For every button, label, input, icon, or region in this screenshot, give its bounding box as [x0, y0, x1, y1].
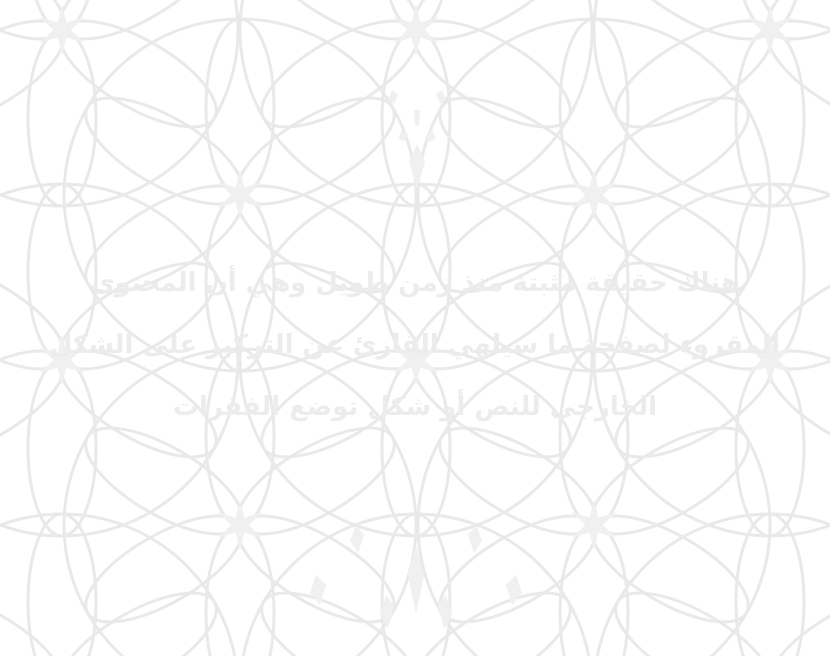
paragraph-line-2: المقروء لصفحة ما سيلهي القارئ عن التركيز على الشكل [49, 330, 781, 360]
paragraph-line-1: هناك حقيقة مثبتة منذ زمن طويل وهي أن المحتوى [90, 268, 740, 298]
paragraph-line-3: الخارجي للنص أو شكل توضع الفقرات [172, 392, 658, 422]
top-ornament [362, 70, 472, 200]
bottom-ornament [296, 505, 536, 656]
arabic-paragraph [40, 252, 790, 438]
